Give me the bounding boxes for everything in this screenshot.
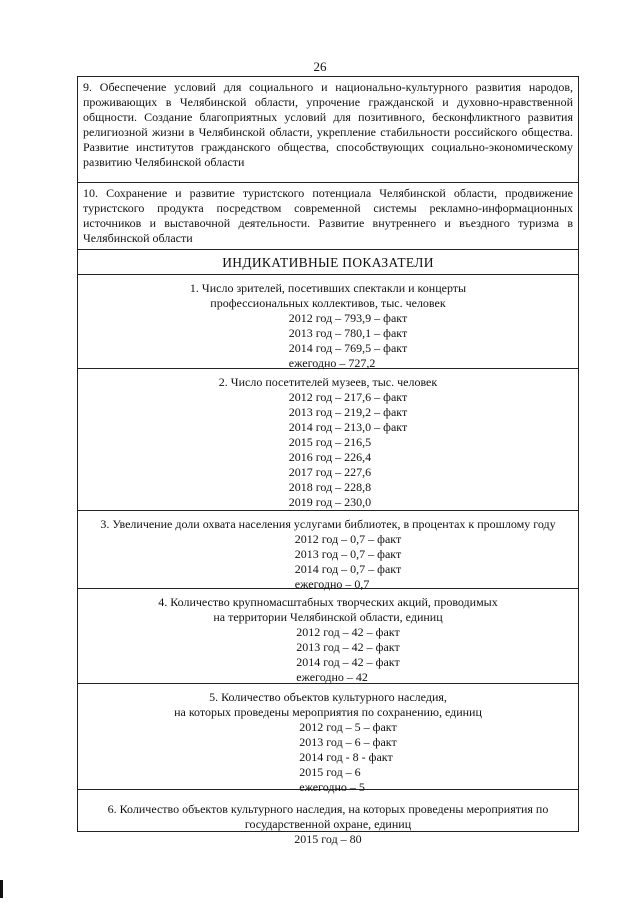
indicator-value: 2012 год – 5 – факт xyxy=(299,720,397,734)
indicator-value: 2016 год – 226,4 xyxy=(288,450,372,464)
indicator-value: 2018 год – 228,8 xyxy=(288,480,372,494)
indicator-value: 2015 год – 80 xyxy=(294,832,362,846)
indicator-value: ежегодно – 0,7 xyxy=(294,577,370,591)
indicator-1 xyxy=(78,274,578,368)
indicator-value: 2019 год – 230,0 xyxy=(288,495,372,509)
page-number: 26 xyxy=(313,59,327,74)
indicator-value: 2012 год – 0,7 – факт xyxy=(294,532,402,546)
goal-9-text: 9. Обеспечение условий для социального и национально-культурного развития народов, проживающих в Челябинской области, упрочение гражданской и духовно-нравственной общности. Создание благоприятных условий для позитивного, бесконфликтного развития религиозной жизни в Челябинской области, укрепление стабильности российского общества. Развитие институтов гражданского общества, способствующих социально-экономическому развитию Челябинской области xyxy=(83,80,573,169)
indicator-value: 2012 год – 793,9 – факт xyxy=(288,311,408,325)
indicator-5-values xyxy=(299,720,396,795)
indicator-6 xyxy=(78,789,578,847)
indicator-value: ежегодно – 727,2 xyxy=(288,356,376,370)
indicator-value: 2015 год – 6 xyxy=(299,765,361,779)
indicator-5 xyxy=(78,683,578,794)
indicator-1-title-line: 1. Число зрителей, посетивших спектакли и концерты xyxy=(189,281,467,295)
goal-9-cell xyxy=(78,76,578,182)
indicator-2-values xyxy=(289,390,407,510)
indicator-4-values xyxy=(296,625,399,685)
indicator-4-title-line: на территории Челябинской области, единиц xyxy=(213,610,443,624)
indicator-4-title-line: 4. Количество крупномасштабных творческих акций, проводимых xyxy=(158,595,498,609)
indicator-value: 2013 год – 0,7 – факт xyxy=(294,547,402,561)
indicators-title: ИНДИКАТИВНЫЕ ПОКАЗАТЕЛИ xyxy=(78,249,578,274)
indicator-value: 2014 год – 0,7 – факт xyxy=(294,562,402,576)
indicator-value: ежегодно – 42 xyxy=(296,670,368,684)
indicator-value: 2013 год – 42 – факт xyxy=(296,640,400,654)
indicator-value: 2014 год – 42 – факт xyxy=(296,655,400,669)
indicator-value: 2014 год - 8 - факт xyxy=(299,750,393,764)
indicator-5-title-line: на которых проведены мероприятия по сохранению, единиц xyxy=(174,705,482,719)
indicator-value: 2013 год – 6 – факт xyxy=(299,735,397,749)
program-table xyxy=(77,76,579,846)
indicator-6-title-line: государственной охране, единиц xyxy=(244,817,412,831)
indicator-4 xyxy=(78,588,578,683)
indicator-2-title-line: 2. Число посетителей музеев, тыс. человек xyxy=(218,375,438,389)
indicator-value: 2012 год – 217,6 – факт xyxy=(288,390,408,404)
indicator-value: 2013 год – 219,2 – факт xyxy=(288,405,408,419)
indicator-1-values xyxy=(289,311,407,371)
indicator-value: 2014 год – 769,5 – факт xyxy=(288,341,408,355)
goal-10-cell xyxy=(78,182,578,249)
indicator-6-title-line: 6. Количество объектов культурного наследия, на которых проведены мероприятия по xyxy=(107,802,549,816)
indicator-value: ежегодно – 5 xyxy=(299,780,365,794)
scan-edge-mark xyxy=(0,880,3,898)
indicator-3-values xyxy=(295,532,401,592)
indicator-value: 2012 год – 42 – факт xyxy=(296,625,400,639)
indicator-3 xyxy=(78,510,578,591)
indicator-5-title-line: 5. Количество объектов культурного наследия, xyxy=(209,690,447,704)
indicator-1-title-line: профессиональных коллективов, тыс. человек xyxy=(210,296,446,310)
indicator-3-title-line: 3. Увеличение доли охвата населения услугами библиотек, в процентах к прошлому году xyxy=(100,517,556,531)
indicator-value: 2014 год – 213,0 – факт xyxy=(288,420,408,434)
goal-10-text: 10. Сохранение и развитие туристского потенциала Челябинской области, продвижение туристского продукта посредством современной системы рекламно-информационных источников и выставочной деятельности. Развитие внутреннего и въездного туризма в Челябинской области xyxy=(83,186,573,245)
indicator-value: 2015 год – 216,5 xyxy=(288,435,372,449)
indicator-value: 2013 год – 780,1 – факт xyxy=(288,326,408,340)
indicator-value: 2017 год – 227,6 xyxy=(288,465,372,479)
indicator-2 xyxy=(78,368,578,510)
